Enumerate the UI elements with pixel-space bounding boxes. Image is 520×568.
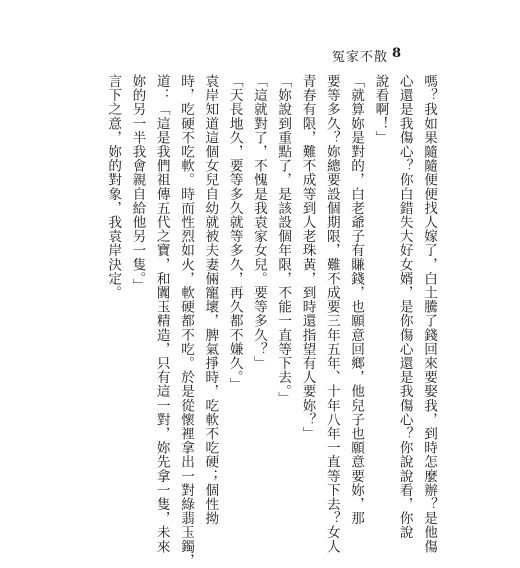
text-column: 時，吃硬不吃軟。時而性烈如火，軟硬都不吃。於是從懷裡拿出一對綠翡玉鐲，	[178, 74, 195, 568]
text-column: 道：「這是我們祖傳五代之寶，和闐玉精造，只有這一對，妳先拿一隻，未來	[153, 74, 170, 554]
text-column: 「天長地久，要等多久就等多久，再久都不嫌久。」	[226, 74, 243, 392]
text-column: 「這就對了，不愧是我袁家女兒。要等多久？」	[250, 74, 267, 371]
text-column: 妳的另一半我會親自給他另一隻。」	[129, 74, 146, 293]
body-text	[101, 74, 441, 568]
text-column: 青春有限，難不成等到人老珠黃，到時還指望有人要妳？」	[299, 74, 316, 441]
text-column: 「妳說到重點了，是該設個年限，不能一直等下去。」	[275, 74, 292, 406]
running-header	[332, 46, 412, 64]
text-column: 袁岸知道這個女兒自幼就被夫妻倆寵壞，脾氣掙時，吃軟不吃硬；個性拗	[202, 74, 219, 526]
text-column: 說看啊！」	[372, 74, 389, 145]
book-title: 冤家不散	[332, 50, 389, 65]
text-column: 心還是我傷心？你白錯失大好女婿，是你傷心還是我傷心？你說說看，你說	[396, 74, 413, 540]
text-column: 嗎？我如果隨隨便便找人嫁了，白土騰了錢回來要娶我，到時怎麼辦？是他傷	[421, 74, 437, 554]
page-number: 8	[392, 46, 402, 61]
text-column: 「就算妳是對的，白老爺子有賺錢，也願意回鄉，他兒子也願意要妳，那	[348, 74, 365, 526]
text-column: 言下之意，妳的對象，我袁岸決定。	[105, 74, 122, 300]
text-column: 要等多久？妳總要設個期限，難不成要三年五年、十年八年一直等下去？女人	[323, 74, 340, 554]
